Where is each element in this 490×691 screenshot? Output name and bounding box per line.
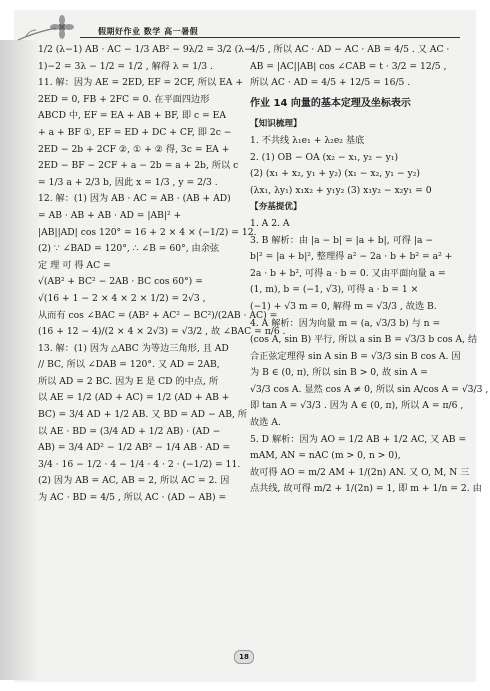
knowledge-line: (2) (x₁ + x₂, y₁ + y₂) (x₁ − x₂, y₁ − y₂) [250,168,420,180]
text-line: // BC, 所以 ∠DAB = 120°. 又 AD = 2AB, [38,359,220,371]
text-line: mAM, AN = nAC (m > 0, n > 0), [250,450,401,462]
text-line: 13. 解：(1) 因为 △ABC 为等边三角形, 且 AD [38,342,229,354]
text-line: √(16 + 1 − 2 × 4 × 2 × 1/2) = 2√3 , [38,292,206,304]
text-line: 即 tan A = √3/3 . 因为 A ∈ (0, π), 所以 A = π/6 , [250,400,464,412]
text-line: √3/3 cos A. 显然 cos A ≠ 0, 所以 sin A/cos A = √3/3 , [250,383,489,395]
knowledge-line: 1. 不共线 λ₁e₁ + λ₂e₂ 基底 [250,134,365,146]
text-line: (1, m), b = (−1, √3), 可得 a · b = 1 × [250,284,419,296]
text-line: 以 AE = 1/2 (AD + AC) = 1/2 (AD + AB + [38,392,230,404]
text-line: 所以 AD = 2 BC. 因为 E 是 CD 的中点, 所 [38,375,219,387]
page-header: 假期好作业 数学 高一暑假 [98,27,199,36]
text-line: 11. 解：因为 AE = 2ED, EF = 2CF, 所以 EA + [38,77,244,89]
text-line: 点共线, 故可得 m/2 + 1/(2n) = 1, 即 m + 1/n = 2. 由 [250,483,482,495]
text-line: BC) = 3/4 AD + 1/2 AB. 又 BD = AD − AB, 所 [38,409,247,421]
text-line: = 1/3 a + 2/3 b, 因此 x = 1/3 , y = 2/3 . [38,176,218,188]
page-number: 18 [234,650,254,664]
text-line: 故选 A. [250,417,281,429]
practice-tag: 【夯基提优】 [250,202,302,213]
text-line: 2ED − BF − 2CF + a − 2b = a + 2b, 所以 c [38,160,239,172]
text-line: (cos A, sin B) 平行, 所以 a sin B = √3/3 b cos A, 结 [250,334,478,346]
text-line: 3/4 · 16 − 1/2 · 4 − 1/4 · 4 · 2 · (−1/2) = 11. [38,458,241,470]
text-line: 定 理 可 得 AC = [38,259,111,271]
text-line: 2ED − 2b + 2CF ②, ① + ② 得, 3c = EA + [38,143,230,155]
text-line: 2a · b + b², 可得 a · b = 0. 又由平面向量 a = [250,267,446,279]
knowledge-tag: 【知识梳理】 [250,119,302,130]
text-line: 从而有 cos ∠BAC = (AB² + AC² − BC²)/(2AB · AC) = [38,309,278,321]
text-line: 为 B ∈ (0, π), 所以 sin B > 0, 故 sin A = [250,367,428,379]
text-line: 1)−2 = 3λ − 1/2 = 1/2 , 解得 λ = 1/3 . [38,60,213,72]
text-line: 3. B 解析：由 |a − b| = |a + b|, 可得 |a − [250,234,434,246]
right-column [250,42,489,498]
text-line: 5. D 解析：因为 AO = 1/2 AB + 1/2 AC, 又 AB = [250,433,467,445]
text-line: 所以 AC · AD = 4/5 + 12/5 = 16/5 . [250,77,411,89]
answers-line: 1. A 2. A [250,217,290,229]
text-line: (2) 因为 AB = AC, AB = 2, 所以 AC = 2. 因 [38,475,230,487]
knowledge-line: (λx₁, λy₁) x₁x₂ + y₁y₂ (3) x₁y₂ − x₂y₁ = 0 [250,184,432,196]
text-line: |AB||AD| cos 120° = 16 + 2 × 4 × (−1/2) = 12. [38,226,257,238]
text-line: 4. A 解析：因为向量 m = (a, √3/3 b) 与 n = [250,317,441,329]
flower-logo-icon [16,12,76,42]
text-line: 12. 解：(1) 因为 AB · AC = AB · (AB + AD) [38,193,231,205]
section-title: 作业 14 向量的基本定理及坐标表示 [250,97,411,109]
text-line: (2) ∵ ∠BAD = 120°, ∴ ∠B = 60°, 由余弦 [38,243,220,255]
binding-shadow [0,40,40,680]
text-line: 1/2 (λ−1) AB · AC − 1/3 AB² − 9λ/2 = 3/2 (λ− [38,44,252,55]
text-line: (−1) + √3 m = 0, 解得 m = √3/3 , 故选 B. [250,300,437,312]
text-line: AB) = 3/4 AD² − 1/2 AB² − 1/4 AB · AD = [38,442,231,454]
text-line: b|² = |a + b|², 整理得 a² − 2a · b + b² = a² + [250,251,453,263]
header-rule [80,37,460,38]
text-line: 故可得 AO = m/2 AM + 1/(2n) AN. 又 O, M, N 三 [250,466,470,478]
text-line: 4/5 , 所以 AC · AD − AC · AB = 4/5 . 又 AC · [250,44,450,55]
text-line: 2ED = 0, FB + 2FC = 0. 在平面四边形 [38,93,210,105]
text-line: = AB · AB + AB · AD = |AB|² + [38,209,182,221]
text-line: AB = |AC||AB| cos ∠CAB = t · 3/2 = 12/5 , [250,60,447,72]
knowledge-line: 2. (1) OB − OA (x₂ − x₁, y₂ − y₁) [250,151,399,163]
text-line: (16 + 12 − 4)/(2 × 4 × 2√3) = √3/2 , 故 ∠BAC = π/6 . [38,326,286,338]
text-line: 为 AC · BD = 4/5 , 所以 AC · (AD − AB) = [38,492,227,504]
text-line: 以 AE · BD = (3/4 AD + 1/2 AB) · (AD − [38,425,221,437]
text-line: 合正弦定理得 sin A sin B = √3/3 sin B cos A. 因 [250,350,461,362]
text-line: ABCD 中, EF = EA + AB + BF, 即 c = EA [38,110,226,122]
text-line: √(AB² + BC² − 2AB · BC cos 60°) = [38,276,203,288]
text-line: + a + BF ①, EF = ED + DC + CF, 即 2c − [38,126,232,138]
